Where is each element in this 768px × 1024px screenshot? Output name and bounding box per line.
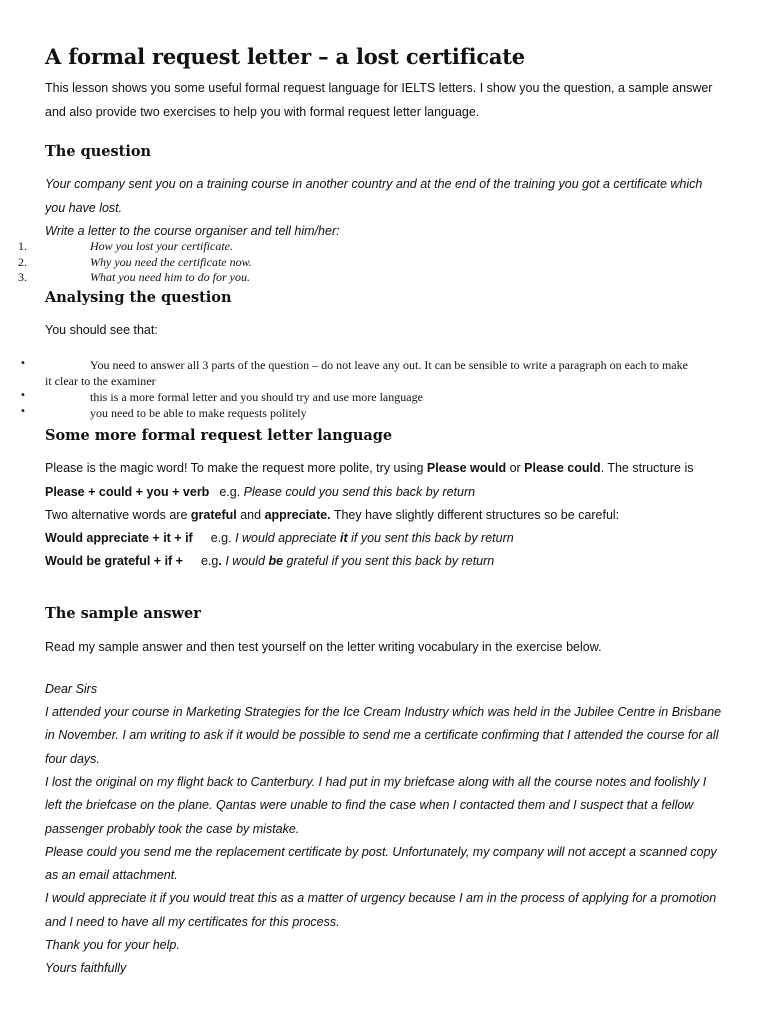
letter-line: in November. I am writing to ask if it would be possible to send me a certificate confirming that I attended the course for all [45,728,719,742]
bullet-marker: • [20,406,26,417]
text-run: They have slightly different structures so be careful: [330,508,620,522]
example-emphasis: it [340,531,348,545]
letter-line: I lost the original on my flight back to Canterbury. I had put in my briefcase along with all the course notes and foolishly I [45,775,707,789]
letter-line: Dear Sirs [45,682,98,696]
bullet-item-continuation: it clear to the examiner [45,374,156,388]
letter-line: as an email attachment. [45,868,178,882]
eg-label: e.g [200,554,219,568]
analysis-heading: Analysing the question [45,289,232,306]
bullet-marker: • [20,358,26,369]
language-para-1 [45,461,693,475]
structure-formula: Would be grateful + if + [45,554,183,568]
letter-line: passenger probably took the case by mistake. [45,822,300,836]
language-para-3 [45,508,619,522]
letter-line: left the briefcase on the plane. Qantas were unable to find the case when I contacted them and I suspect that a fellow [45,798,694,812]
language-para-4 [45,531,514,545]
language-para-5 [45,554,494,568]
bold-phrase: grateful [190,508,237,522]
letter-line: I would appreciate it if you would treat this as a matter of urgency because I am in the process of applying for a promotion [45,891,717,905]
eg-label: e.g. [219,485,241,499]
language-heading: Some more formal request letter language [45,427,393,444]
language-para-2 [45,485,475,499]
bullet-item-text: you need to be able to make requests politely [90,406,307,420]
eg-label: e.g. [210,531,232,545]
bullet-marker: • [20,390,26,401]
example-text: Please could you send this back by return [243,485,476,499]
analysis-lead: You should see that: [45,323,158,337]
question-heading: The question [45,143,152,160]
text-run: or [506,461,525,475]
text-run: Please is the magic word! To make the request more polite, try using [45,461,427,475]
letter-line: four days. [45,752,100,766]
example-text: if you sent this back by return [347,531,514,545]
ordered-item-number: 3. [18,270,27,284]
intro-line-2: and also provide two exercises to help you with formal request letter language. [45,105,480,119]
intro-line-1: This lesson shows you some useful formal request language for IELTS letters. I show you the question, a sample answer [45,81,713,95]
text-run: Two alternative words are [45,508,191,522]
bullet-item-text: You need to answer all 3 parts of the question – do not leave any out. It can be sensible to write a paragraph on each to make [90,358,688,372]
structure-formula: Would appreciate + it + if [45,531,193,545]
letter-line: and I need to have all my certificates for this process. [45,915,340,929]
question-prompt-line-3: Write a letter to the course organiser and tell him/her: [45,224,340,238]
letter-line: I attended your course in Marketing Strategies for the Ice Cream Industry which was held in the Jubilee Centre in Brisbane [45,705,722,719]
example-text: I would appreciate [235,531,340,545]
text-run: and [236,508,265,522]
structure-formula: Please + could + you + verb [45,485,210,499]
ordered-item-text: Why you need the certificate now. [90,255,252,269]
bullet-item-text: this is a more formal letter and you should try and use more language [90,390,423,404]
text-run: . The structure is [600,461,694,475]
page-title: A formal request letter – a lost certificate [45,44,525,69]
bold-phrase: Please would [426,461,507,475]
ordered-item-text: What you need him to do for you. [90,270,250,284]
question-prompt-line-2: you have lost. [45,201,123,215]
example-text: grateful if you sent this back by return [283,554,495,568]
example-text: I would [225,554,269,568]
ordered-item-number: 2. [18,255,27,269]
eg-dot: . [218,554,222,568]
sample-lead: Read my sample answer and then test yourself on the letter writing vocabulary in the exercise below. [45,640,602,654]
letter-line: Yours faithfully [45,961,127,975]
bold-phrase: appreciate. [264,508,331,522]
ordered-item-number: 1. [18,239,27,253]
letter-line: Thank you for your help. [45,938,180,952]
sample-heading: The sample answer [45,605,201,622]
letter-line: Please could you send me the replacement certificate by post. Unfortunately, my company will not accept a scanned copy [45,845,717,859]
ordered-item-text: How you lost your certificate. [90,239,233,253]
bold-phrase: Please could [524,461,601,475]
example-emphasis: be [268,554,284,568]
question-prompt-line-1: Your company sent you on a training course in another country and at the end of the training you got a certificate which [45,177,703,191]
